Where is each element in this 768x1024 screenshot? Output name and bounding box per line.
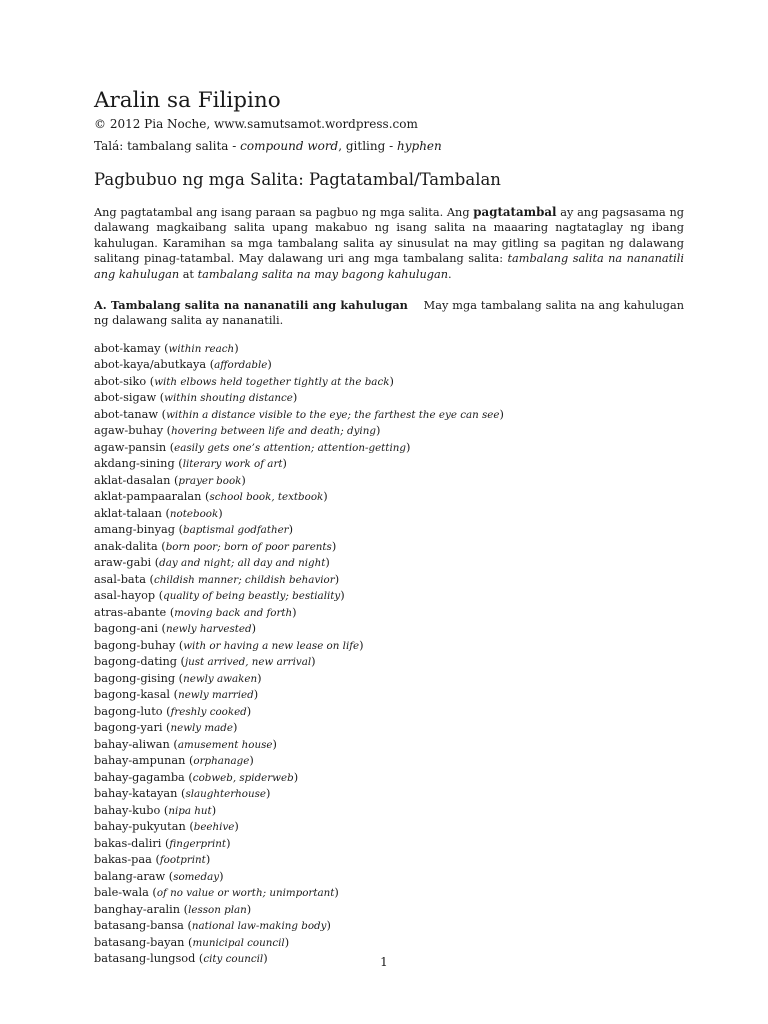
entry-word: abot-kamay	[94, 341, 161, 355]
entry-word: bahay-ampunan	[94, 754, 186, 768]
entry-word: bahay-pukyutan	[94, 820, 186, 834]
list-item: akdang-sining (literary work of art)	[94, 457, 287, 471]
entry-word: bagong-luto	[94, 704, 163, 718]
entry-word: agaw-pansin	[94, 440, 167, 454]
entry-word: batasang-bansa	[94, 919, 184, 933]
entry-meaning: freshly cooked	[170, 705, 247, 718]
list-item: bahay-katayan (slaughterhouse)	[94, 787, 271, 801]
entry-word: abot-sigaw	[94, 391, 157, 405]
entry-meaning: newly married	[178, 689, 254, 702]
entry-word: atras-abante	[94, 605, 167, 619]
entry-meaning: newly harvested	[165, 623, 252, 636]
note-prefix: Talá: tambalang salita -	[94, 139, 241, 153]
list-item: bakas-daliri (fingerprint)	[94, 836, 231, 850]
list-item: bagong-gising (newly awaken)	[94, 671, 262, 685]
entry-word: bakas-daliri	[94, 836, 162, 850]
entry-word: anak-dalita	[94, 539, 158, 553]
list-item: banghay-aralin (lesson plan)	[94, 902, 252, 916]
entry-word: akdang-sining	[94, 457, 175, 471]
entry-meaning: with elbows held together tightly at the back	[154, 375, 390, 388]
list-item: aklat-dasalan (prayer book)	[94, 473, 246, 487]
entry-meaning: cobweb, spiderweb	[192, 771, 294, 784]
entry-meaning: day and night; all day and night	[159, 557, 326, 570]
list-item: bahay-kubo (nipa hut)	[94, 803, 217, 817]
list-item: bagong-kasal (newly married)	[94, 688, 259, 702]
entry-word: bagong-ani	[94, 622, 158, 636]
entry-word: abot-tanaw	[94, 407, 159, 421]
list-item: bahay-aliwan (amusement house)	[94, 737, 277, 751]
entry-word: aklat-dasalan	[94, 473, 171, 487]
entry-meaning: baptismal godfather	[182, 524, 289, 537]
list-item: balang-araw (someday)	[94, 869, 224, 883]
list-item: bagong-buhay (with or having a new lease on life)	[94, 638, 364, 652]
entry-meaning: city council	[203, 953, 264, 966]
list-item: aklat-pampaaralan (school book, textbook)	[94, 490, 328, 504]
list-item: bahay-pukyutan (beehive)	[94, 820, 239, 834]
list-item: batasang-lungsod (city council)	[94, 952, 268, 966]
subsection-paragraph	[94, 297, 688, 329]
intro-type-1: tambalang salita na nananatili ang kahulugan	[94, 252, 685, 282]
list-item: anak-dalita (born poor; born of poor parents)	[94, 539, 337, 553]
entry-word: abot-kaya/abutkaya	[94, 358, 207, 372]
list-item: abot-sigaw (within shouting distance)	[94, 391, 298, 405]
entry-meaning: lesson plan	[188, 903, 247, 916]
list-item: agaw-pansin (easily gets one’s attention; attention-getting)	[94, 440, 411, 454]
intro-paragraph	[94, 205, 684, 283]
entry-meaning: affordable	[214, 359, 268, 372]
entry-word: balang-araw	[94, 869, 166, 883]
list-item: bale-wala (of no value or worth; unimportant)	[94, 886, 339, 900]
entry-word: bahay-gagamba	[94, 770, 185, 784]
intro-part-3: at	[179, 268, 198, 282]
entry-meaning: literary work of art	[182, 458, 283, 471]
list-item: amang-binyag (baptismal godfather)	[94, 523, 294, 537]
intro-type-2: tambalang salita na may bagong kahulugan	[197, 268, 448, 282]
intro-part-2: ay ang pagsasama ng dalawang magkaibang salita upang makabuo ng isang salita na maaaring nagtataglay ng ibang kahulugan. Karamihan sa mga tambalang salita ay sinusulat na may gitling sa pagitan ng dalawang salitang pinag-tatambal. May dalawang uri ang mga tambalang salita:	[94, 205, 684, 266]
section-title: Pagbubuo ng mga Salita: Pagtatambal/Tambalan	[94, 170, 501, 189]
entry-word: bahay-katayan	[94, 787, 178, 801]
entry-word: bagong-kasal	[94, 688, 171, 702]
entry-word: bahay-aliwan	[94, 737, 170, 751]
entry-meaning: notebook	[169, 507, 219, 520]
entry-meaning: municipal council	[192, 936, 285, 949]
entry-meaning: childish manner; childish behavior	[153, 573, 335, 586]
list-item: abot-siko (with elbows held together tightly at the back)	[94, 374, 394, 388]
entry-word: bahay-kubo	[94, 803, 161, 817]
entry-word: agaw-buhay	[94, 424, 164, 438]
entry-list	[94, 341, 684, 968]
entry-word: bagong-buhay	[94, 638, 176, 652]
list-item: abot-kamay (within reach)	[94, 341, 239, 355]
subsection-heading: A. Tambalang salita na nananatili ang kahulugan	[94, 297, 408, 312]
note-term-hyphen: hyphen	[397, 139, 442, 153]
note-middle: , gitling -	[338, 139, 397, 153]
entry-word: bale-wala	[94, 886, 149, 900]
entry-meaning: newly made	[170, 722, 233, 735]
list-item: bahay-gagamba (cobweb, spiderweb)	[94, 770, 299, 784]
entry-meaning: slaughterhouse	[185, 788, 267, 801]
note-term-compound: compound word	[240, 139, 339, 153]
list-item: bagong-dating (just arrived, new arrival)	[94, 655, 316, 669]
entry-word: asal-bata	[94, 572, 146, 586]
entry-meaning: just arrived, new arrival	[184, 656, 312, 669]
entry-word: bagong-gising	[94, 671, 176, 685]
entry-meaning: quality of being beastly; bestiality	[163, 590, 341, 603]
entry-word: batasang-lungsod	[94, 952, 196, 966]
entry-meaning: amusement house	[177, 738, 273, 751]
document-title: Aralin sa Filipino	[94, 88, 281, 113]
entry-meaning: national law-making body	[191, 920, 327, 933]
entry-meaning: orphanage	[193, 755, 250, 768]
entry-word: araw-gabi	[94, 556, 152, 570]
list-item: aklat-talaan (notebook)	[94, 506, 223, 520]
list-item: abot-tanaw (within a distance visible to the eye; the farthest the eye can see)	[94, 407, 504, 421]
copyright-line: © 2012 Pia Noche, www.samutsamot.wordpress.com	[94, 117, 418, 131]
intro-part-1: Ang pagtatambal ang isang paraan sa pagbuo ng mga salita. Ang	[94, 205, 474, 219]
entry-meaning: hovering between life and death; dying	[171, 425, 376, 438]
page-content	[94, 88, 688, 968]
entry-meaning: school book, textbook	[209, 491, 324, 504]
entry-meaning: within a distance visible to the eye; the farthest the eye can see	[166, 408, 500, 421]
page-number: 1	[380, 955, 388, 969]
list-item: bagong-ani (newly harvested)	[94, 622, 257, 636]
intro-part-4: .	[448, 268, 452, 282]
entry-meaning: of no value or worth; unimportant	[156, 887, 335, 900]
entry-meaning: footprint	[159, 854, 206, 867]
entry-meaning: with or having a new lease on life	[183, 639, 360, 652]
entry-word: batasang-bayan	[94, 935, 185, 949]
entry-meaning: born poor; born of poor parents	[165, 540, 332, 553]
entry-word: bakas-paa	[94, 853, 152, 867]
list-item: asal-hayop (quality of being beastly; bestiality)	[94, 589, 345, 603]
entry-word: abot-siko	[94, 374, 147, 388]
entry-meaning: within shouting distance	[164, 392, 293, 405]
entry-word: asal-hayop	[94, 589, 156, 603]
note-line	[94, 138, 684, 154]
entry-word: aklat-pampaaralan	[94, 490, 202, 504]
list-item: araw-gabi (day and night; all day and night)	[94, 556, 330, 570]
subsection-text: May mga tambalang salita na ang kahulugan ng dalawang salita ay nananatili.	[94, 298, 688, 328]
list-item: asal-bata (childish manner; childish behavior)	[94, 572, 340, 586]
entry-word: amang-binyag	[94, 523, 175, 537]
entry-word: banghay-aralin	[94, 902, 181, 916]
entry-meaning: newly awaken	[183, 672, 258, 685]
entry-meaning: prayer book	[178, 474, 242, 487]
list-item: abot-kaya/abutkaya (affordable)	[94, 358, 272, 372]
entry-meaning: fingerprint	[169, 837, 227, 850]
list-item: atras-abante (moving back and forth)	[94, 605, 297, 619]
list-item: bagong-yari (newly made)	[94, 721, 238, 735]
list-item: bakas-paa (footprint)	[94, 853, 211, 867]
entry-meaning: beehive	[193, 821, 235, 834]
intro-bold-term: pagtatambal	[473, 204, 557, 219]
list-item: batasang-bansa (national law-making body)	[94, 919, 331, 933]
entry-word: bagong-dating	[94, 655, 177, 669]
entry-meaning: nipa hut	[168, 804, 212, 817]
entry-meaning: moving back and forth	[174, 606, 293, 619]
list-item: batasang-bayan (municipal council)	[94, 935, 290, 949]
list-item: bagong-luto (freshly cooked)	[94, 704, 252, 718]
entry-word: bagong-yari	[94, 721, 163, 735]
entry-word: aklat-talaan	[94, 506, 162, 520]
entry-meaning: within reach	[168, 342, 235, 355]
entry-meaning: someday	[173, 870, 220, 883]
list-item: bahay-ampunan (orphanage)	[94, 754, 254, 768]
list-item: agaw-buhay (hovering between life and death; dying)	[94, 424, 381, 438]
entry-meaning: easily gets one’s attention; attention-getting	[174, 441, 406, 454]
